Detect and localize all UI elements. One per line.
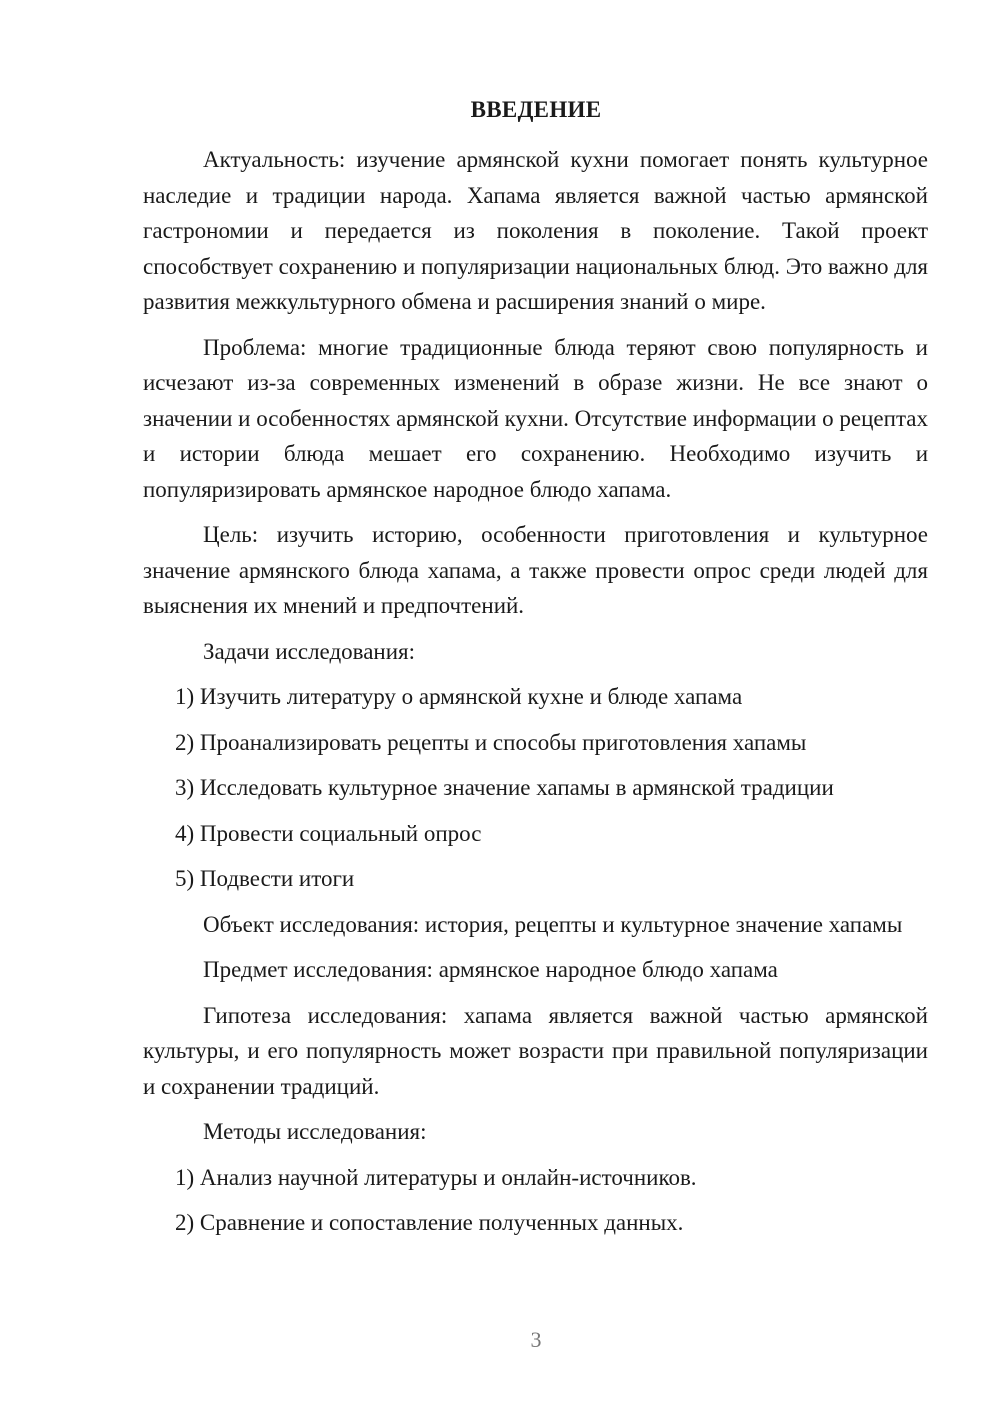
paragraph-goal: Цель: изучить историю, особенности приготовления и культурное значение армянского блюда хапама, а также провести опрос среди людей для выяснения их мнений и предпочтений. xyxy=(143,522,928,618)
paragraph-problem: Проблема: многие традиционные блюда теряют свою популярность и исчезают из-за современных изменений в образе жизни. Не все знают о значении и особенностях армянской кухни. Отсутствие информации о рецептах и истории блюда мешает его сохранению. Необходимо изучить и популяризировать армянское народное блюдо хапама. xyxy=(143,334,928,502)
paragraph-object: Объект исследования: история, рецепты и культурное значение хапамы xyxy=(203,911,903,937)
list-item-task-2: 2) Проанализировать рецепты и способы приготовления хапамы xyxy=(175,729,807,755)
methods-heading: Методы исследования: xyxy=(203,1119,427,1144)
methods-list xyxy=(143,1160,928,1241)
list-item-task-1: 1) Изучить литературу о армянской кухне и блюде хапама xyxy=(175,684,743,709)
list-item-method-1: 1) Анализ научной литературы и онлайн-источников. xyxy=(175,1164,697,1190)
document-body xyxy=(143,142,928,1251)
list-item-task-3: 3) Исследовать культурное значение хапамы в армянской традиции xyxy=(175,775,834,800)
paragraph-relevance: Актуальность: изучение армянской кухни помогает понять культурное наследие и традиции народа. Хапама является важной частью армянской гастрономии и передается из поколения в поколение. Такой проект способствует сохранению и популяризации национальных блюд. Это важно для развития межкультурного обмена и расширения знаний о мире. xyxy=(143,147,928,314)
paragraph-hypothesis: Гипотеза исследования: хапама является важной частью армянской культуры, и его популярность может возрасти при правильной популяризации и сохранении традиций. xyxy=(143,1002,928,1099)
paragraph-subject: Предмет исследования: армянское народное блюдо хапама xyxy=(203,957,778,982)
page-number: 3 xyxy=(530,1327,542,1352)
page-title: ВВЕДЕНИЕ xyxy=(470,97,602,122)
tasks-list xyxy=(143,679,928,897)
tasks-heading: Задачи исследования: xyxy=(203,638,416,664)
list-item-task-5: 5) Подвести итоги xyxy=(175,866,355,891)
list-item-method-2: 2) Сравнение и сопоставление полученных данных. xyxy=(175,1210,684,1235)
list-item-task-4: 4) Провести социальный опрос xyxy=(175,820,482,846)
